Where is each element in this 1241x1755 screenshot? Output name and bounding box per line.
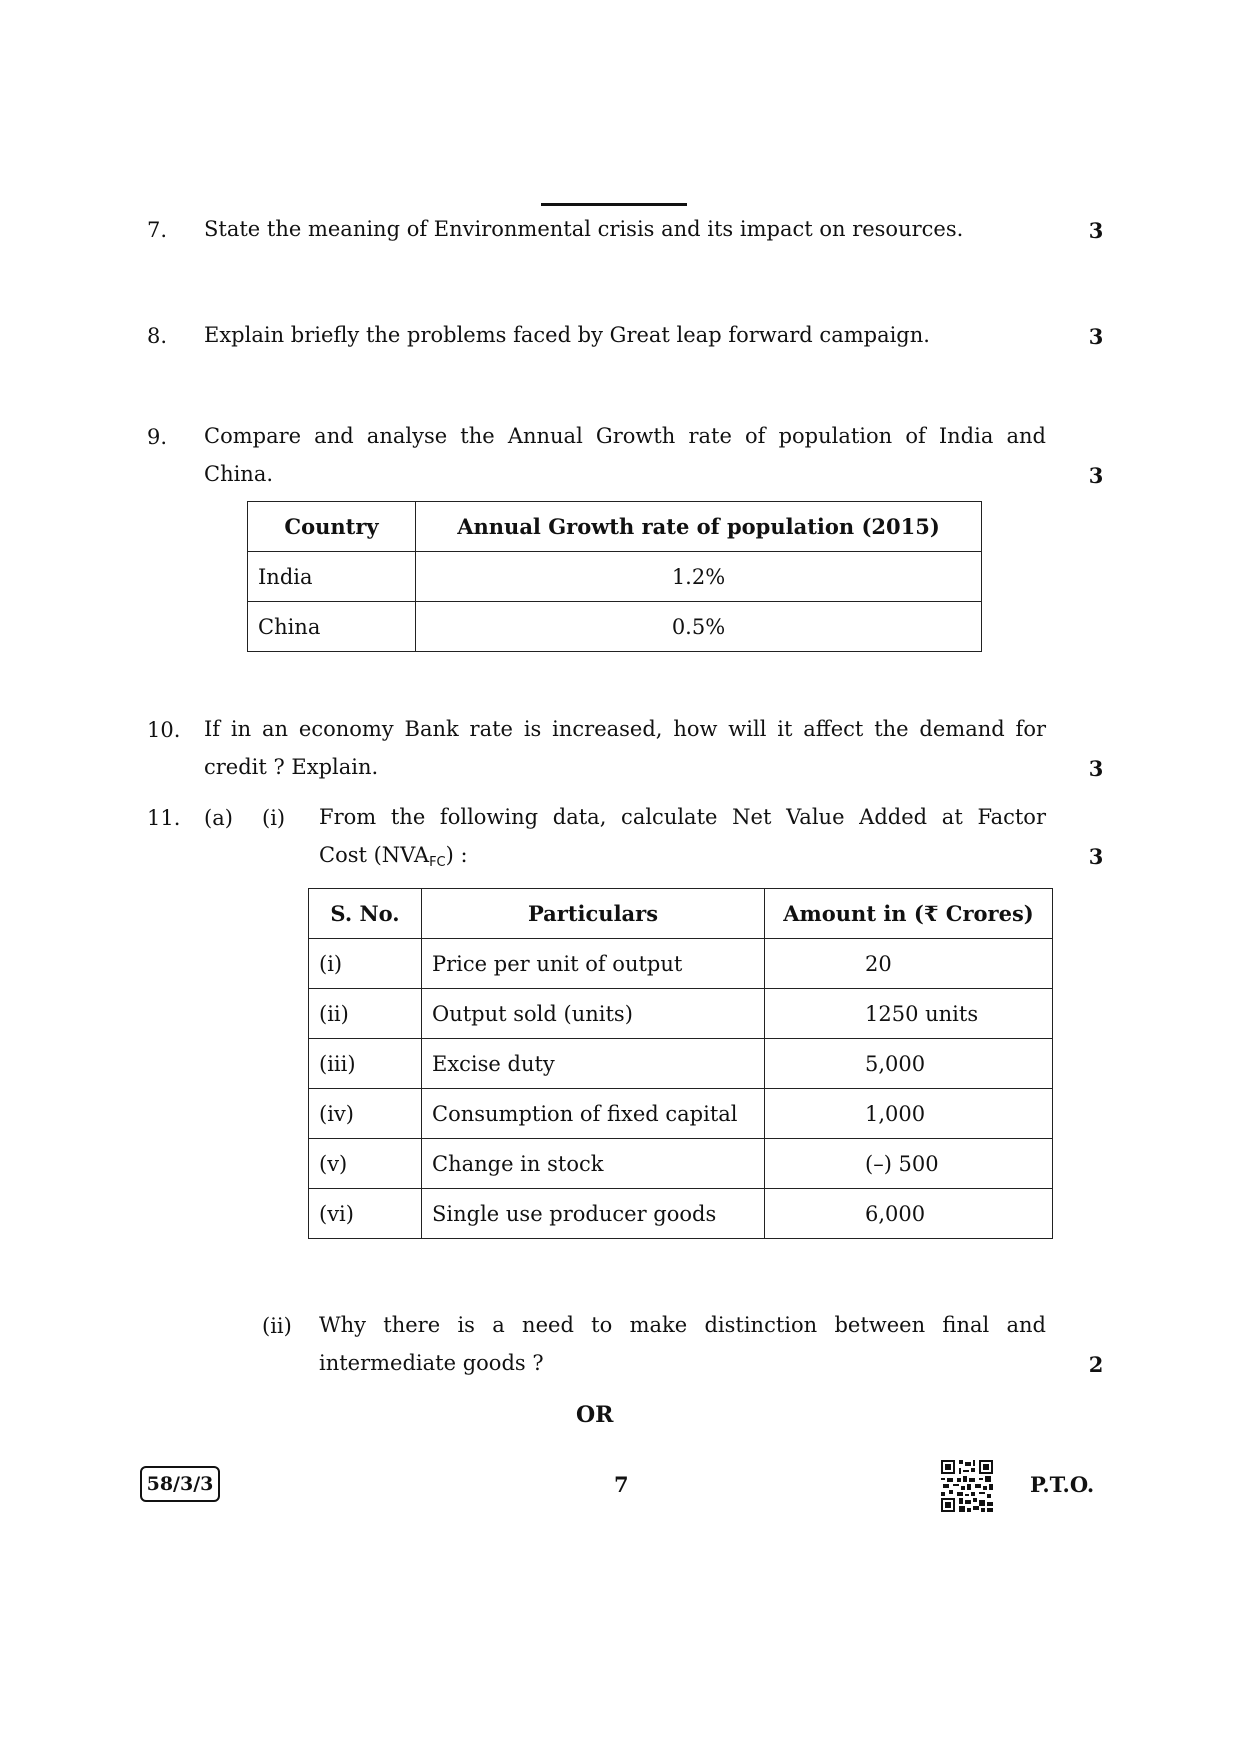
table-cell: (i) (309, 939, 422, 989)
question-7-text: State the meaning of Environmental crisis and its impact on resources. (204, 217, 964, 241)
table-row (309, 1189, 1053, 1239)
table-header: Amount in (₹ Crores) (765, 889, 1053, 939)
table-cell: 1.2% (416, 552, 982, 602)
table-header-row (248, 502, 982, 552)
table-cell: Single use producer goods (422, 1189, 765, 1239)
question-10-line1: If in an economy Bank rate is increased, how will it affect the demand for (204, 717, 1046, 741)
table-header: Annual Growth rate of population (2015) (416, 502, 982, 552)
question-8-number: 8. (147, 324, 168, 348)
question-11-subscript: FC (429, 855, 446, 870)
table-cell: (iii) (309, 1039, 422, 1089)
table-cell: China (248, 602, 416, 652)
table-row (309, 939, 1053, 989)
population-growth-table (247, 501, 982, 652)
question-11-sub-i: (i) (262, 806, 286, 830)
table-cell: Price per unit of output (422, 939, 765, 989)
question-11-line1: From the following data, calculate Net Value Added at Factor (319, 805, 1046, 829)
table-row (309, 1039, 1053, 1089)
question-11-line2 (319, 836, 468, 882)
paper-code: 58/3/3 (140, 1466, 220, 1502)
question-7-number: 7. (147, 218, 168, 242)
table-cell: Change in stock (422, 1139, 765, 1189)
table-cell: (vi) (309, 1189, 422, 1239)
question-11-part-a: (a) (204, 806, 233, 830)
question-11-line2-post: ) : (445, 843, 468, 867)
table-cell: 6,000 (765, 1189, 1053, 1239)
table-cell: 5,000 (765, 1039, 1053, 1089)
table-header: S. No. (309, 889, 422, 939)
nva-data-table (308, 888, 1053, 1239)
question-9-marks: 3 (1088, 463, 1104, 488)
question-8-marks: 3 (1088, 324, 1104, 349)
or-label: OR (576, 1402, 614, 1428)
table-cell: (iv) (309, 1089, 422, 1139)
question-11ii-marks: 2 (1088, 1352, 1104, 1377)
question-11-number: 11. (147, 806, 181, 830)
table-row (309, 989, 1053, 1039)
table-cell: 0.5% (416, 602, 982, 652)
question-10-marks: 3 (1088, 756, 1104, 781)
pto-label: P.T.O. (1030, 1472, 1095, 1497)
question-8-text: Explain briefly the problems faced by Great leap forward campaign. (204, 323, 930, 347)
question-9-line1: Compare and analyse the Annual Growth rate of population of India and (204, 424, 1046, 448)
question-9-line2: China. (204, 462, 274, 486)
question-11-sub-ii: (ii) (262, 1314, 292, 1338)
table-header: Country (248, 502, 416, 552)
page-number: 7 (614, 1472, 629, 1497)
question-7-marks: 3 (1088, 218, 1104, 243)
table-row (248, 552, 982, 602)
top-rule (541, 203, 687, 206)
table-header: Particulars (422, 889, 765, 939)
table-cell: 20 (765, 939, 1053, 989)
question-10-number: 10. (147, 718, 181, 742)
table-cell: Excise duty (422, 1039, 765, 1089)
table-cell: (–) 500 (765, 1139, 1053, 1189)
table-row (309, 1089, 1053, 1139)
table-header-row (309, 889, 1053, 939)
table-cell: 1,000 (765, 1089, 1053, 1139)
question-11ii-line1: Why there is a need to make distinction between final and (319, 1313, 1046, 1337)
table-row (309, 1139, 1053, 1189)
question-11-line2-pre: Cost (NVA (319, 843, 430, 867)
question-10-line2: credit ? Explain. (204, 755, 379, 779)
question-11ii-line2: intermediate goods ? (319, 1351, 544, 1375)
table-cell: (ii) (309, 989, 422, 1039)
question-11-marks: 3 (1088, 844, 1104, 869)
question-9-number: 9. (147, 425, 168, 449)
table-cell: Output sold (units) (422, 989, 765, 1039)
table-cell: India (248, 552, 416, 602)
table-cell: (v) (309, 1139, 422, 1189)
table-cell: 1250 units (765, 989, 1053, 1039)
table-row (248, 602, 982, 652)
table-cell: Consumption of fixed capital (422, 1089, 765, 1139)
qr-code-icon (941, 1460, 993, 1512)
